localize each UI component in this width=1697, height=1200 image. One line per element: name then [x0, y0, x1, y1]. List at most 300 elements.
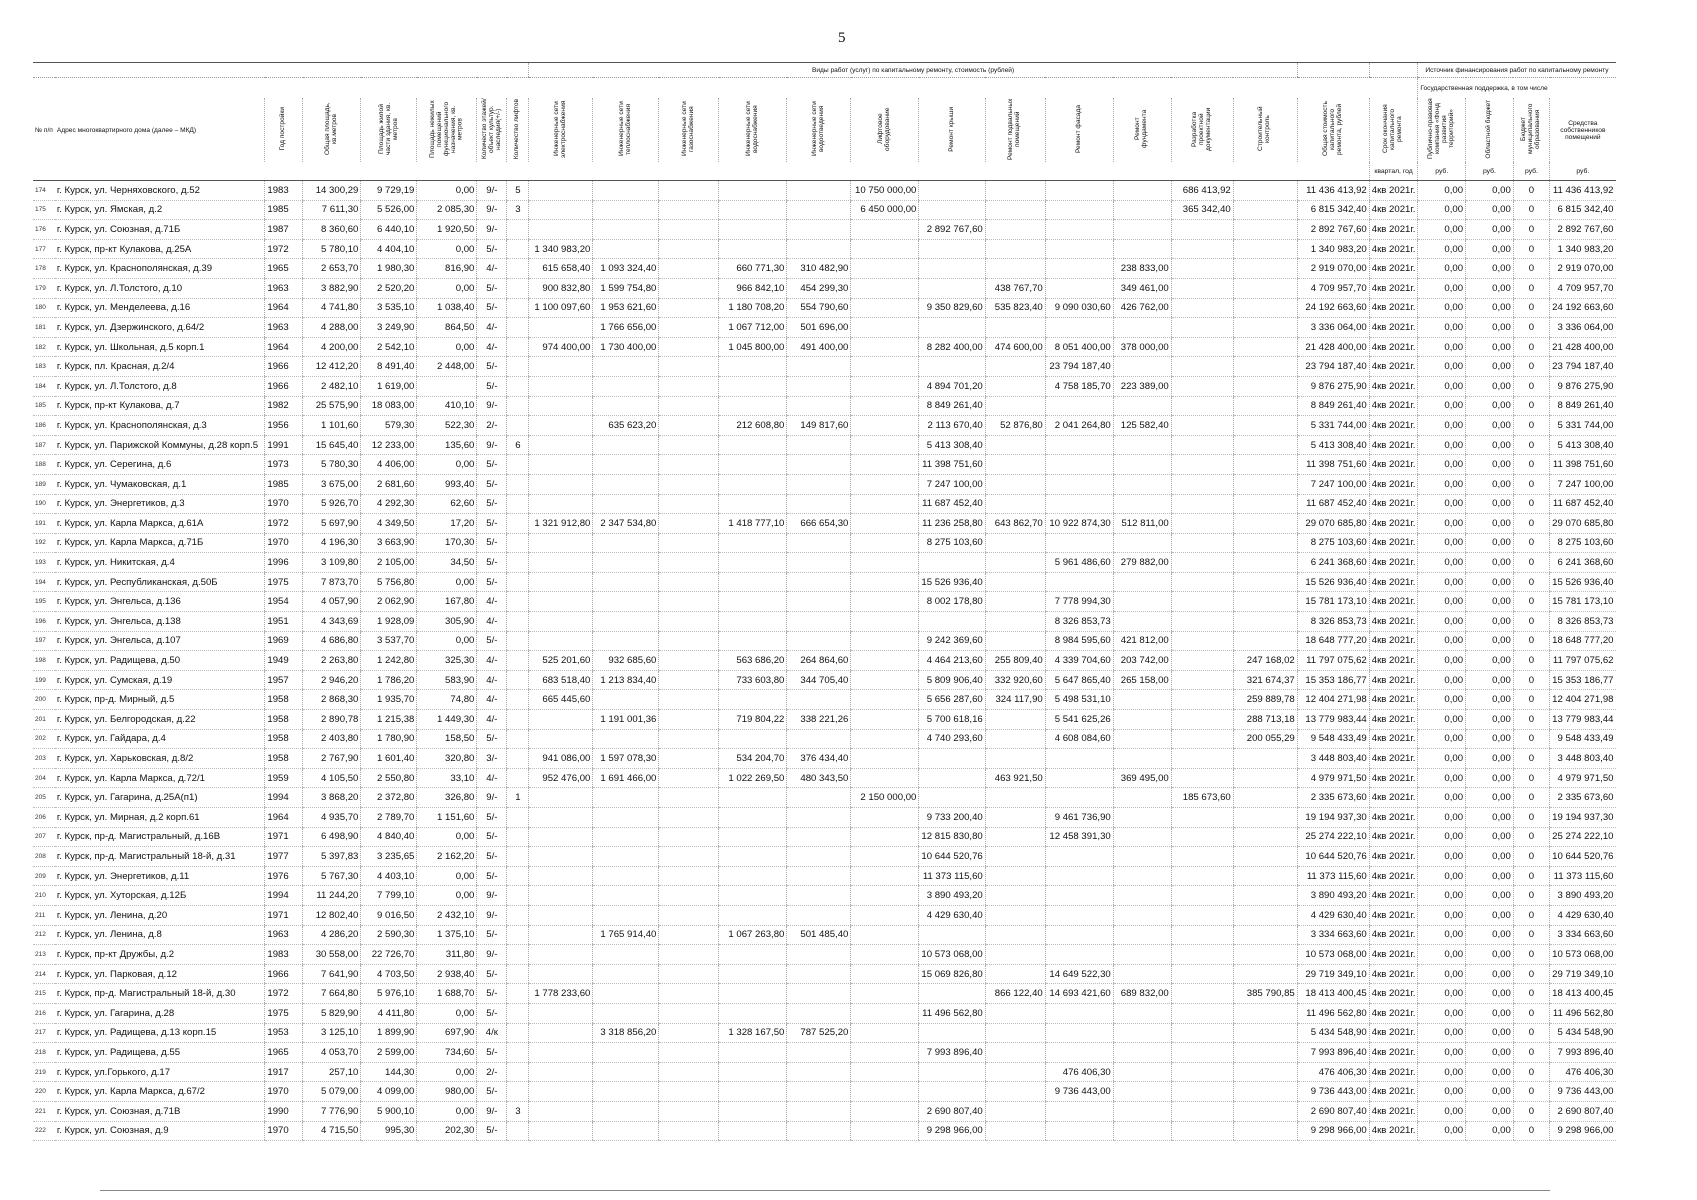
cost-facade: [1045, 925, 1113, 945]
fund-amount: 0,00: [1418, 729, 1466, 749]
floors: 9/-: [477, 181, 507, 201]
cost-electric: [529, 533, 593, 553]
row-number: 199: [33, 670, 55, 690]
cost-foundation: [1113, 1082, 1171, 1102]
cost-drain: [787, 357, 851, 377]
lift-count: [507, 494, 529, 514]
finance-group-header: Источник финансирования работ по капитальному ремонту: [1418, 63, 1616, 78]
cost-control: [1233, 768, 1297, 788]
cost-foundation: 378 000,00: [1113, 337, 1171, 357]
living-area: 18 083,00: [361, 396, 417, 416]
total-cost: 11 373 115,60: [1297, 866, 1369, 886]
cost-water: [719, 886, 787, 906]
row-number: 190: [33, 494, 55, 514]
row-number: 219: [33, 1062, 55, 1082]
fund-amount: 0,00: [1418, 455, 1466, 475]
build-year: 1917: [265, 1062, 303, 1082]
cost-project: 365 342,40: [1171, 200, 1233, 220]
cost-facade: [1045, 259, 1113, 279]
cost-facade: [1045, 318, 1113, 338]
total-area: 4 053,70: [303, 1043, 361, 1063]
living-area: 2 599,00: [361, 1043, 417, 1063]
cost-drain: [787, 592, 851, 612]
living-area: 3 663,90: [361, 533, 417, 553]
cost-heat: [593, 945, 659, 965]
house-address: г. Курск, ул. Союзная, д.9: [55, 1121, 265, 1141]
floors: 9/-: [477, 200, 507, 220]
build-year: 1965: [265, 259, 303, 279]
municipal-amount: 0: [1513, 259, 1549, 279]
cost-electric: [529, 925, 593, 945]
cost-project: [1171, 572, 1233, 592]
total-cost: 9 876 275,90: [1297, 376, 1369, 396]
region-amount: 0,00: [1466, 886, 1514, 906]
living-area: 4 292,30: [361, 494, 417, 514]
cost-drain: [787, 1082, 851, 1102]
living-area: 5 756,80: [361, 572, 417, 592]
house-address: г. Курск, ул. Харьковская, д.8/2: [55, 749, 265, 769]
fund-amount: 0,00: [1418, 494, 1466, 514]
build-year: 1966: [265, 964, 303, 984]
cost-facade: [1045, 278, 1113, 298]
row-number: 189: [33, 474, 55, 494]
cost-project: [1171, 827, 1233, 847]
finish-term: 4кв 2021г.: [1369, 984, 1418, 1004]
nonliving-area: 202,30: [417, 1121, 477, 1141]
living-area: 4 411,80: [361, 1003, 417, 1023]
cost-foundation: [1113, 396, 1171, 416]
cost-facade: 4 339 704,60: [1045, 651, 1113, 671]
nonliving-area: 410,10: [417, 396, 477, 416]
cost-control: [1233, 220, 1297, 240]
cost-control: [1233, 964, 1297, 984]
cost-control: [1233, 1082, 1297, 1102]
floors: 4/-: [477, 651, 507, 671]
row-number: 184: [33, 376, 55, 396]
finish-term: 4кв 2021г.: [1369, 690, 1418, 710]
cost-heat: [593, 964, 659, 984]
owners-amount: 29 070 685,80: [1550, 514, 1616, 534]
cost-heat: [593, 1121, 659, 1141]
table-row: [33, 416, 1616, 436]
region-amount: 0,00: [1466, 788, 1514, 808]
cost-electric: [529, 788, 593, 808]
lift-count: [507, 710, 529, 730]
cost-roof: [919, 749, 985, 769]
total-area: 5 767,30: [303, 866, 361, 886]
municipal-amount: 0: [1513, 1062, 1549, 1082]
nonliving-area: 34,50: [417, 553, 477, 573]
row-number: 200: [33, 690, 55, 710]
owners-amount: 5 434 548,90: [1550, 1023, 1616, 1043]
total-area: 4 196,30: [303, 533, 361, 553]
fund-amount: 0,00: [1418, 474, 1466, 494]
cost-basement: [985, 376, 1045, 396]
fund-amount: 0,00: [1418, 631, 1466, 651]
build-year: 1964: [265, 808, 303, 828]
cost-lift: [851, 474, 919, 494]
cost-basement: [985, 1101, 1045, 1121]
region-amount: 0,00: [1466, 1082, 1514, 1102]
finish-term: 4кв 2021г.: [1369, 181, 1418, 201]
cost-project: [1171, 612, 1233, 632]
cost-drain: [787, 474, 851, 494]
region-amount: 0,00: [1466, 670, 1514, 690]
cost-foundation: [1113, 886, 1171, 906]
cost-electric: [529, 729, 593, 749]
cost-water: [719, 866, 787, 886]
nonliving-area: 1 688,70: [417, 984, 477, 1004]
region-amount: 0,00: [1466, 964, 1514, 984]
unit-rub: руб.: [1550, 162, 1616, 181]
floors: 4/-: [477, 318, 507, 338]
house-address: г. Курск, ул. Энгельса, д.138: [55, 612, 265, 632]
cost-foundation: [1113, 435, 1171, 455]
build-year: 1985: [265, 200, 303, 220]
table-row: [33, 827, 1616, 847]
table-row: [33, 474, 1616, 494]
lift-count: [507, 1043, 529, 1063]
nonliving-area: 2 938,40: [417, 964, 477, 984]
nonliving-area: 74,80: [417, 690, 477, 710]
cost-foundation: [1113, 847, 1171, 867]
cost-control: [1233, 905, 1297, 925]
cost-control: [1233, 886, 1297, 906]
build-year: 1975: [265, 572, 303, 592]
cost-lift: 10 750 000,00: [851, 181, 919, 201]
municipal-amount: 0: [1513, 514, 1549, 534]
total-cost: 7 993 896,40: [1297, 1043, 1369, 1063]
cost-drain: [787, 494, 851, 514]
house-address: г. Курск, пр-кт Дружбы, д.2: [55, 945, 265, 965]
living-area: 5 526,00: [361, 200, 417, 220]
cost-facade: [1045, 220, 1113, 240]
row-number: 194: [33, 572, 55, 592]
cost-control: [1233, 1101, 1297, 1121]
house-address: г. Курск, ул. Гагарина, д.25А(п1): [55, 788, 265, 808]
municipal-amount: 0: [1513, 945, 1549, 965]
floors: 9/-: [477, 905, 507, 925]
cost-gas: [659, 533, 719, 553]
house-address: г. Курск, пр-д. Магистральный 18-й, д.31: [55, 847, 265, 867]
cost-lift: [851, 964, 919, 984]
living-area: 9 016,50: [361, 905, 417, 925]
cost-drain: 491 400,00: [787, 337, 851, 357]
cost-control: [1233, 533, 1297, 553]
house-address: г. Курск, ул. Карла Маркса, д.72/1: [55, 768, 265, 788]
row-number: 175: [33, 200, 55, 220]
cost-basement: [985, 357, 1045, 377]
cost-basement: [985, 808, 1045, 828]
cost-water: 1 180 708,20: [719, 298, 787, 318]
col-foundation-header: Ремонт фундамента: [1134, 109, 1149, 149]
total-cost: 13 779 983,44: [1297, 710, 1369, 730]
table-row: [33, 847, 1616, 867]
cost-lift: [851, 337, 919, 357]
living-area: 1 601,40: [361, 749, 417, 769]
cost-heat: 1 213 834,40: [593, 670, 659, 690]
cost-drain: [787, 788, 851, 808]
living-area: 144,30: [361, 1062, 417, 1082]
fund-amount: 0,00: [1418, 964, 1466, 984]
region-amount: 0,00: [1466, 1101, 1514, 1121]
region-amount: 0,00: [1466, 533, 1514, 553]
house-address: г. Курск, пр-кт Кулакова, д.25А: [55, 239, 265, 259]
cost-control: [1233, 514, 1297, 534]
cost-roof: 2 690 807,40: [919, 1101, 985, 1121]
build-year: 1976: [265, 866, 303, 886]
cost-project: [1171, 749, 1233, 769]
cost-gas: [659, 181, 719, 201]
living-area: 1 980,30: [361, 259, 417, 279]
floors: 5/-: [477, 553, 507, 573]
finish-term: 4кв 2021г.: [1369, 670, 1418, 690]
total-cost: 11 436 413,92: [1297, 181, 1369, 201]
lift-count: [507, 866, 529, 886]
cost-foundation: [1113, 905, 1171, 925]
cost-heat: [593, 886, 659, 906]
region-amount: 0,00: [1466, 416, 1514, 436]
total-cost: 15 353 186,77: [1297, 670, 1369, 690]
living-area: 4 404,10: [361, 239, 417, 259]
finish-term: 4кв 2021г.: [1369, 886, 1418, 906]
cost-water: [719, 435, 787, 455]
row-number: 203: [33, 749, 55, 769]
cost-facade: [1045, 768, 1113, 788]
region-amount: 0,00: [1466, 710, 1514, 730]
cost-lift: [851, 514, 919, 534]
cost-lift: [851, 416, 919, 436]
owners-amount: 4 709 957,70: [1550, 278, 1616, 298]
cost-heat: [593, 631, 659, 651]
row-number: 212: [33, 925, 55, 945]
region-amount: 0,00: [1466, 612, 1514, 632]
cost-water: [719, 376, 787, 396]
nonliving-area: 0,00: [417, 631, 477, 651]
floors: 5/-: [477, 494, 507, 514]
total-cost: 11 496 562,80: [1297, 1003, 1369, 1023]
nonliving-area: 1 449,30: [417, 710, 477, 730]
table-body: [33, 181, 1616, 1141]
cost-foundation: [1113, 710, 1171, 730]
cost-gas: [659, 259, 719, 279]
col-term-header: Срок окончания капитального ремонта: [1382, 104, 1404, 154]
finish-term: 4кв 2021г.: [1369, 592, 1418, 612]
cost-gas: [659, 1062, 719, 1082]
cost-gas: [659, 690, 719, 710]
cost-heat: 1 093 324,40: [593, 259, 659, 279]
lift-count: [507, 1082, 529, 1102]
house-address: г. Курск, ул. Парковая, д.12: [55, 964, 265, 984]
table-row: [33, 376, 1616, 396]
floors: 5/-: [477, 1043, 507, 1063]
floors: 4/-: [477, 259, 507, 279]
cost-lift: 6 450 000,00: [851, 200, 919, 220]
municipal-amount: 0: [1513, 1003, 1549, 1023]
floors: 5/-: [477, 239, 507, 259]
cost-electric: [529, 808, 593, 828]
cost-basement: [985, 631, 1045, 651]
cost-control: [1233, 1043, 1297, 1063]
cost-control: [1233, 553, 1297, 573]
total-area: 7 776,90: [303, 1101, 361, 1121]
total-cost: 4 709 957,70: [1297, 278, 1369, 298]
cost-basement: 535 823,40: [985, 298, 1045, 318]
cost-gas: [659, 631, 719, 651]
row-number: 207: [33, 827, 55, 847]
cost-roof: 7 247 100,00: [919, 474, 985, 494]
cost-lift: [851, 435, 919, 455]
owners-amount: 23 794 187,40: [1550, 357, 1616, 377]
lift-count: [507, 474, 529, 494]
cost-basement: [985, 200, 1045, 220]
municipal-amount: 0: [1513, 690, 1549, 710]
cost-gas: [659, 847, 719, 867]
cost-gas: [659, 945, 719, 965]
finish-term: 4кв 2021г.: [1369, 455, 1418, 475]
house-address: г. Курск, ул. Мирная, д.2 корп.61: [55, 808, 265, 828]
cost-heat: 1 597 078,30: [593, 749, 659, 769]
owners-amount: 3 334 663,60: [1550, 925, 1616, 945]
cost-project: [1171, 729, 1233, 749]
cost-water: [719, 396, 787, 416]
floors: 5/-: [477, 827, 507, 847]
table-row: [33, 1023, 1616, 1043]
cost-basement: [985, 533, 1045, 553]
nonliving-area: 2 085,30: [417, 200, 477, 220]
row-number: 188: [33, 455, 55, 475]
cost-electric: [529, 1043, 593, 1063]
total-cost: 2 892 767,60: [1297, 220, 1369, 240]
cost-project: [1171, 925, 1233, 945]
row-number: 186: [33, 416, 55, 436]
cost-gas: [659, 886, 719, 906]
cost-drain: [787, 612, 851, 632]
cost-control: [1233, 1003, 1297, 1023]
total-cost: 2 919 070,00: [1297, 259, 1369, 279]
fund-amount: 0,00: [1418, 1121, 1466, 1141]
cost-gas: [659, 416, 719, 436]
cost-electric: 900 832,80: [529, 278, 593, 298]
fund-amount: 0,00: [1418, 710, 1466, 730]
cost-water: [719, 220, 787, 240]
total-cost: 5 413 308,40: [1297, 435, 1369, 455]
fund-amount: 0,00: [1418, 514, 1466, 534]
cost-basement: [985, 945, 1045, 965]
cost-control: [1233, 416, 1297, 436]
table-row: [33, 278, 1616, 298]
cost-electric: [529, 1101, 593, 1121]
row-number: 180: [33, 298, 55, 318]
living-area: 12 233,00: [361, 435, 417, 455]
floors: 5/-: [477, 357, 507, 377]
floors: 9/-: [477, 220, 507, 240]
cost-facade: [1045, 788, 1113, 808]
municipal-amount: 0: [1513, 435, 1549, 455]
finish-term: 4кв 2021г.: [1369, 259, 1418, 279]
col-water-header: Инженерные сети водоснабжения: [744, 101, 759, 157]
cost-project: [1171, 886, 1233, 906]
col-nonliving-area-header: Площадь нежилых помещений функционального назначения, кв. метров: [428, 100, 464, 158]
fund-amount: 0,00: [1418, 416, 1466, 436]
nonliving-area: 135,60: [417, 435, 477, 455]
cost-foundation: [1113, 474, 1171, 494]
finish-term: 4кв 2021г.: [1369, 710, 1418, 730]
total-area: 257,10: [303, 1062, 361, 1082]
cost-electric: [529, 612, 593, 632]
cost-facade: 9 736 443,00: [1045, 1082, 1113, 1102]
cost-basement: [985, 318, 1045, 338]
lift-count: [507, 964, 529, 984]
finish-term: 4кв 2021г.: [1369, 788, 1418, 808]
living-area: 4 840,40: [361, 827, 417, 847]
cost-control: [1233, 1062, 1297, 1082]
lift-count: [507, 259, 529, 279]
total-area: 2 403,80: [303, 729, 361, 749]
cost-electric: 952 476,00: [529, 768, 593, 788]
floors: 9/-: [477, 788, 507, 808]
house-address: г. Курск, ул. Белгородская, д.22: [55, 710, 265, 730]
cost-heat: 3 318 856,20: [593, 1023, 659, 1043]
house-address: г. Курск, ул. Краснополянская, д.3: [55, 416, 265, 436]
cost-control: 288 713,18: [1233, 710, 1297, 730]
cost-facade: [1045, 1101, 1113, 1121]
table-row: [33, 181, 1616, 201]
table-row: [33, 984, 1616, 1004]
cost-roof: 2 892 767,60: [919, 220, 985, 240]
owners-amount: 29 719 349,10: [1550, 964, 1616, 984]
cost-water: [719, 1121, 787, 1141]
cost-electric: 525 201,60: [529, 651, 593, 671]
finish-term: 4кв 2021г.: [1369, 768, 1418, 788]
total-area: 7 664,80: [303, 984, 361, 1004]
living-area: 3 235,65: [361, 847, 417, 867]
total-area: 5 697,90: [303, 514, 361, 534]
cost-basement: [985, 905, 1045, 925]
total-area: 5 829,90: [303, 1003, 361, 1023]
cost-roof: [919, 278, 985, 298]
table-row: [33, 1003, 1616, 1023]
cost-project: [1171, 416, 1233, 436]
col-address-header: Адрес многоквартирного дома (далее – МКД): [56, 126, 197, 134]
living-area: 4 406,00: [361, 455, 417, 475]
cost-roof: 5 656 287,60: [919, 690, 985, 710]
cost-gas: [659, 553, 719, 573]
fund-amount: 0,00: [1418, 651, 1466, 671]
state-support-header: Государственная поддержка, в том числе: [1418, 78, 1550, 99]
living-area: 2 542,10: [361, 337, 417, 357]
row-number: 211: [33, 905, 55, 925]
cost-heat: [593, 729, 659, 749]
cost-roof: 9 350 829,60: [919, 298, 985, 318]
cost-electric: [529, 631, 593, 651]
region-amount: 0,00: [1466, 474, 1514, 494]
col-region-header: Областной бюджет: [1484, 99, 1492, 159]
nonliving-area: 0,00: [417, 181, 477, 201]
living-area: 9 729,19: [361, 181, 417, 201]
municipal-amount: 0: [1513, 1043, 1549, 1063]
cost-gas: [659, 239, 719, 259]
total-cost: 25 274 222,10: [1297, 827, 1369, 847]
lift-count: [507, 945, 529, 965]
cost-drain: [787, 847, 851, 867]
floors: 5/-: [477, 1121, 507, 1141]
cost-heat: [593, 1003, 659, 1023]
cost-roof: 5 700 618,16: [919, 710, 985, 730]
table-row: [33, 886, 1616, 906]
cost-basement: 438 767,70: [985, 278, 1045, 298]
cost-drain: 666 654,30: [787, 514, 851, 534]
